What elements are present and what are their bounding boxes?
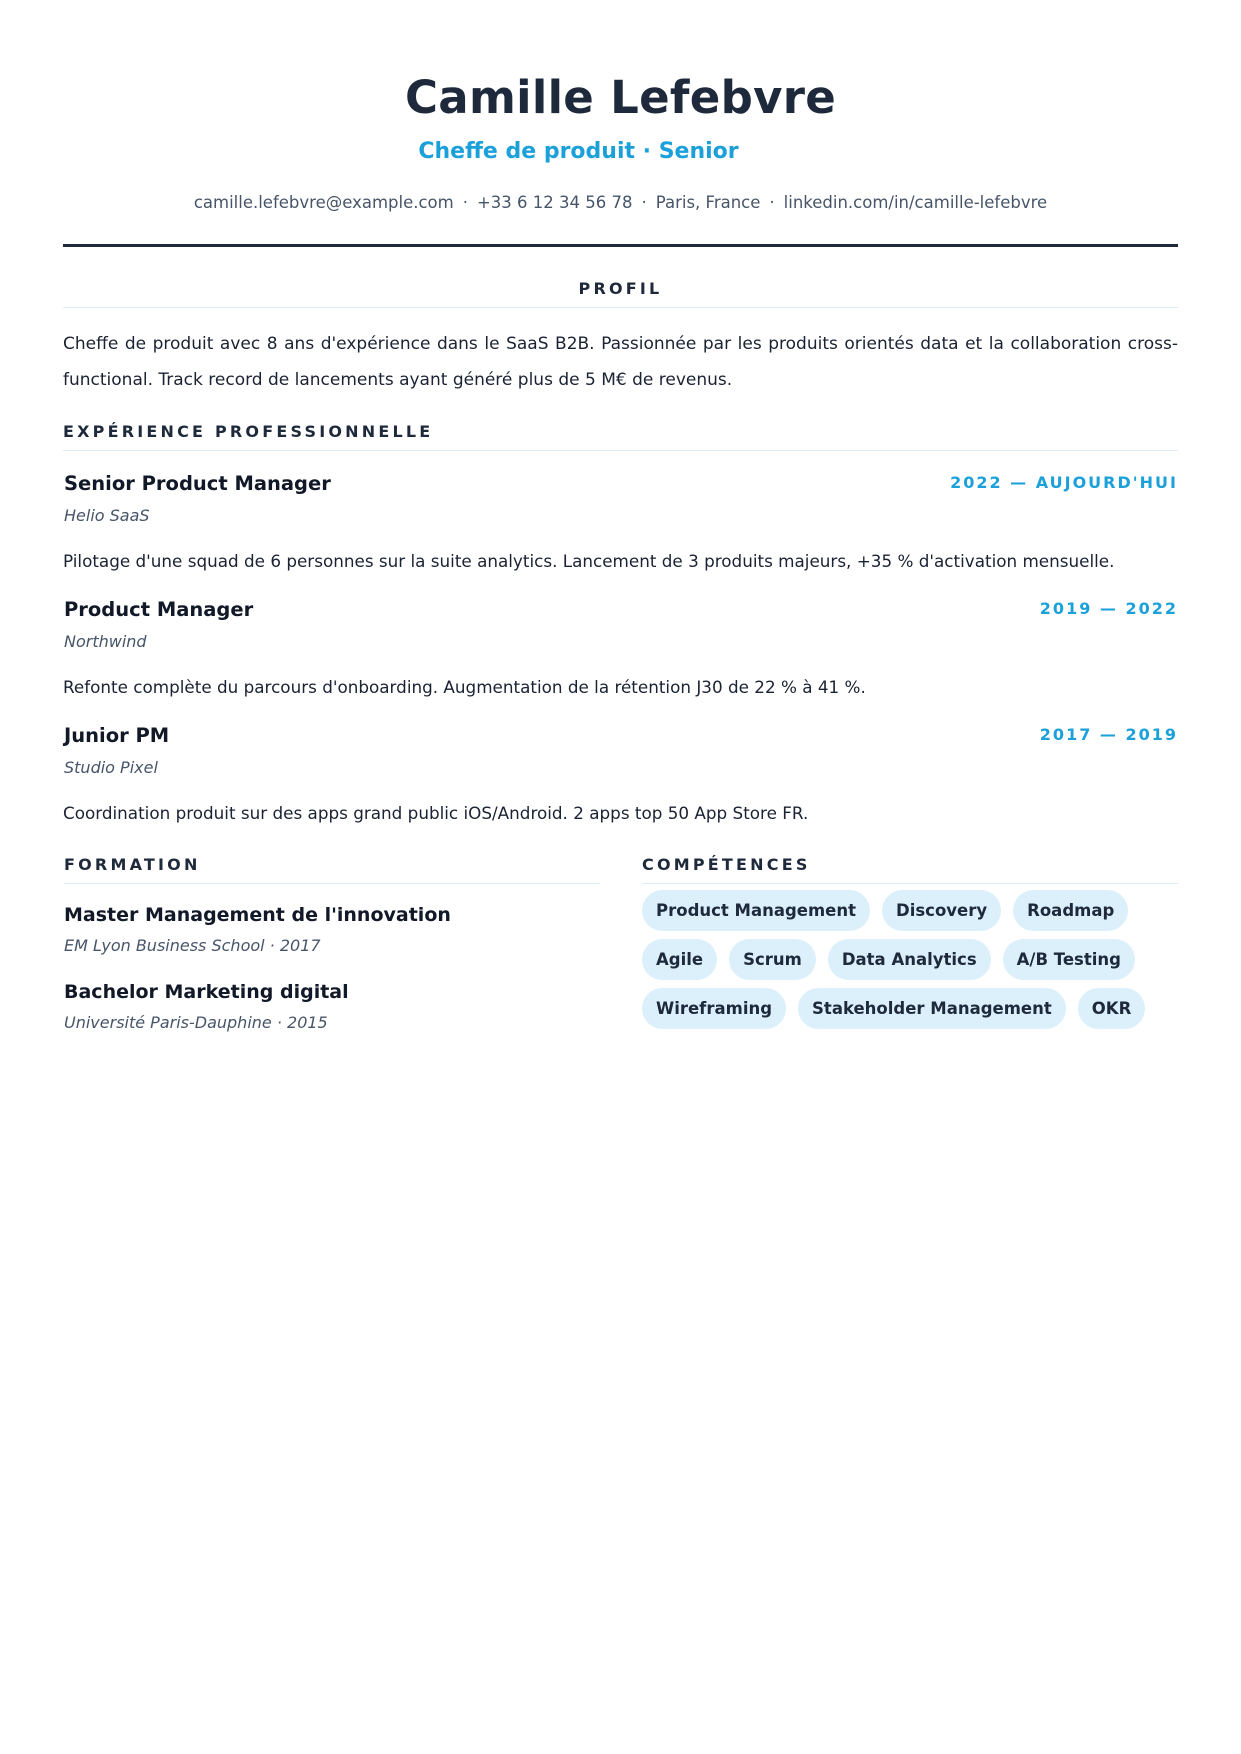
job-dates: 2022 — AUJOURD'HUI	[950, 473, 1178, 492]
job-company: Helio SaaS	[64, 506, 150, 525]
contact-email: camille.lefebvre@example.com	[193, 193, 454, 212]
profil-text: Cheffe de produit avec 8 ans d'expérience dans le SaaS B2B. Passionnée par les produits orientés data et la collaboration cross-functional. Track record de lancements ayant généré plus de 5 M€ de revenus.	[63, 334, 1178, 390]
contact-phone: +33 6 12 34 56 78	[476, 193, 633, 212]
skill-chip: Product Management	[642, 890, 870, 931]
contact-line	[63, 192, 1178, 214]
contact-separator: ·	[462, 193, 468, 212]
education-degree: Bachelor Marketing digital	[64, 981, 349, 1003]
skill-chip: Stakeholder Management	[798, 988, 1066, 1029]
skills-list	[642, 890, 1178, 1037]
education-entry	[64, 902, 600, 957]
profil-heading: PROFIL	[63, 278, 1178, 308]
skill-chip: Scrum	[729, 939, 816, 980]
experience-section	[63, 421, 1178, 825]
job-dates: 2019 — 2022	[1039, 599, 1178, 618]
experience-heading: EXPÉRIENCE PROFESSIONNELLE	[63, 421, 1178, 451]
competences-heading: COMPÉTENCES	[642, 854, 1178, 884]
profil-section	[63, 278, 1178, 398]
job-entry	[63, 597, 1178, 699]
skill-chip: Agile	[642, 939, 717, 980]
header-divider	[63, 244, 1178, 247]
formation-heading: FORMATION	[64, 854, 600, 884]
education-school: Université Paris-Dauphine · 2015	[64, 1013, 328, 1032]
skill-chip: Discovery	[882, 890, 1001, 931]
job-dates: 2017 — 2019	[1039, 725, 1178, 744]
job-header	[63, 471, 1178, 497]
job-role: Junior PM	[64, 724, 170, 747]
contact-separator: ·	[769, 193, 775, 212]
skill-chip: OKR	[1078, 988, 1146, 1029]
job-role: Senior Product Manager	[64, 472, 331, 495]
skill-chip: Roadmap	[1013, 890, 1128, 931]
contact-linkedin: linkedin.com/in/camille-lefebvre	[783, 193, 1048, 212]
candidate-name: Camille Lefebvre	[404, 71, 837, 124]
competences-section	[642, 854, 1178, 1037]
bottom-columns	[63, 854, 1178, 1037]
resume-header	[63, 0, 1178, 214]
contact-separator: ·	[641, 193, 647, 212]
education-entry	[64, 979, 600, 1034]
job-company: Northwind	[64, 632, 147, 651]
candidate-title: Cheffe de produit · Senior	[418, 139, 739, 164]
job-role: Product Manager	[64, 598, 254, 621]
education-school: EM Lyon Business School · 2017	[64, 936, 321, 955]
job-description: Refonte complète du parcours d'onboarding. Augmentation de la rétention J30 de 22 % à 41 %.	[63, 677, 866, 697]
job-company: Studio Pixel	[64, 758, 158, 777]
job-entry	[63, 471, 1178, 573]
skill-chip: Wireframing	[642, 988, 786, 1029]
job-header	[63, 597, 1178, 623]
education-degree: Master Management de l'innovation	[64, 904, 451, 926]
job-description: Coordination produit sur des apps grand public iOS/Android. 2 apps top 50 App Store FR.	[63, 803, 809, 823]
job-entry	[63, 723, 1178, 825]
skill-chip: Data Analytics	[828, 939, 991, 980]
formation-section	[63, 854, 600, 1037]
job-description: Pilotage d'une squad de 6 personnes sur la suite analytics. Lancement de 3 produits majeurs, +35 % d'activation mensuelle.	[63, 551, 1115, 571]
job-header	[63, 723, 1178, 749]
skill-chip: A/B Testing	[1003, 939, 1135, 980]
contact-location: Paris, France	[655, 193, 761, 212]
